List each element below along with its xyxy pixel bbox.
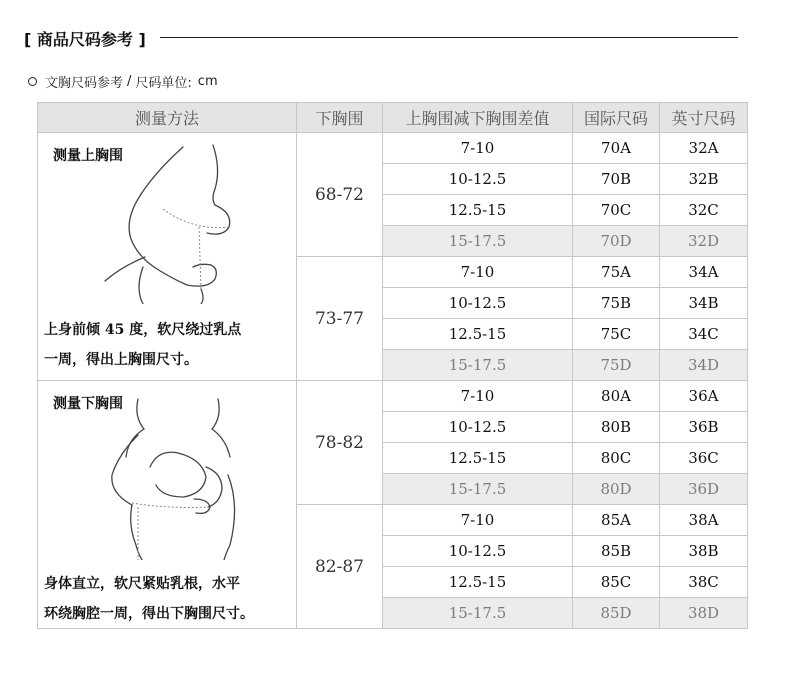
difference-value: 12.5-15 [383,443,573,474]
difference-value: 15-17.5 [383,226,573,257]
intl-size-value: 80D [573,474,660,505]
inch-size-value: 34A [660,257,748,288]
intl-size-value: 85A [573,505,660,536]
intl-size-value: 85C [573,567,660,598]
table-row [38,133,748,164]
difference-value: 7-10 [383,505,573,536]
subtitle [28,72,218,90]
difference-value: 10-12.5 [383,288,573,319]
intl-size-value: 75D [573,350,660,381]
intl-size-value: 85B [573,536,660,567]
inch-size-value: 32A [660,133,748,164]
underbust-value: 73-77 [297,257,383,381]
underbust-value: 82-87 [297,505,383,629]
inch-size-value: 32C [660,195,748,226]
header-inch-size: 英寸尺码 [660,103,748,133]
header-underbust: 下胸围 [297,103,383,133]
subtitle-unit-label: 尺码单位: [135,75,192,91]
method-description: 上身前倾 45 度，软尺绕过乳点 一周，得出上胸围尺寸。 [44,322,242,368]
intl-size-value: 75B [573,288,660,319]
difference-value: 15-17.5 [383,350,573,381]
intl-size-value: 75C [573,319,660,350]
difference-value: 12.5-15 [383,319,573,350]
difference-value: 12.5-15 [383,195,573,226]
header-method: 测量方法 [38,103,297,133]
difference-value: 15-17.5 [383,474,573,505]
inch-size-value: 34C [660,319,748,350]
method-cell-underbust [38,381,297,629]
difference-value: 7-10 [383,381,573,412]
inch-size-value: 38B [660,536,748,567]
bullet-circle-icon [28,77,37,86]
intl-size-value: 80C [573,443,660,474]
intl-size-value: 80B [573,412,660,443]
page-header [24,26,146,50]
size-table [37,102,748,629]
inch-size-value: 38A [660,505,748,536]
difference-value: 10-12.5 [383,412,573,443]
subtitle-prefix: 文胸尺码参考 [45,75,124,91]
underbust-value: 78-82 [297,381,383,505]
difference-value: 10-12.5 [383,164,573,195]
inch-size-value: 38D [660,598,748,629]
inch-size-value: 34D [660,350,748,381]
difference-value: 7-10 [383,257,573,288]
page-title: [ 商品尺码参考 ] [24,29,146,49]
method-description: 身体直立，软尺紧贴乳根，水平 环绕胸腔一周，得出下胸围尺寸。 [44,576,254,622]
inch-size-value: 32B [660,164,748,195]
intl-size-value: 85D [573,598,660,629]
subtitle-unit: cm [197,73,218,89]
table-header-row [38,103,748,133]
difference-value: 12.5-15 [383,567,573,598]
header-difference: 上胸围减下胸围差值 [383,103,573,133]
inch-size-value: 32D [660,226,748,257]
intl-size-value: 80A [573,381,660,412]
intl-size-value: 70A [573,133,660,164]
bust-measure-illustration [83,139,243,304]
inch-size-value: 36D [660,474,748,505]
difference-value: 10-12.5 [383,536,573,567]
table-row [38,381,748,412]
intl-size-value: 70C [573,195,660,226]
method-title: 测量下胸围 [53,396,123,412]
header-rule [160,37,738,38]
underbust-measure-illustration [98,395,248,560]
method-title: 测量上胸围 [53,148,123,164]
header-intl-size: 国际尺码 [573,103,660,133]
method-cell-bust [38,133,297,381]
difference-value: 7-10 [383,133,573,164]
inch-size-value: 38C [660,567,748,598]
inch-size-value: 36B [660,412,748,443]
intl-size-value: 75A [573,257,660,288]
intl-size-value: 70D [573,226,660,257]
inch-size-value: 34B [660,288,748,319]
inch-size-value: 36A [660,381,748,412]
inch-size-value: 36C [660,443,748,474]
difference-value: 15-17.5 [383,598,573,629]
intl-size-value: 70B [573,164,660,195]
underbust-value: 68-72 [297,133,383,257]
subtitle-separator: / [127,73,132,89]
